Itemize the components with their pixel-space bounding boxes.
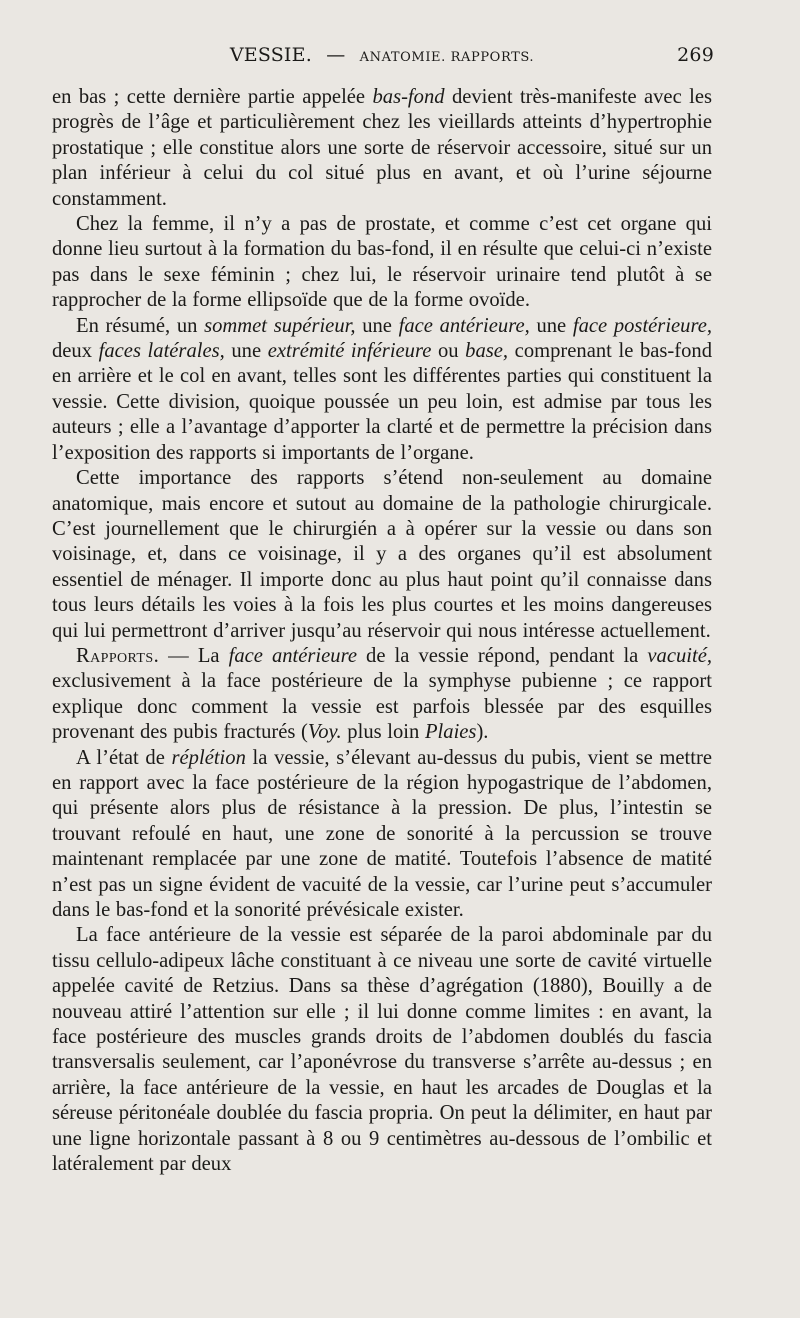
paragraph — [52, 314, 712, 466]
paragraph — [52, 212, 712, 314]
text-run: comprenant le bas-fond en arrière et le col en avant, telles sont les différentes parties qui constituent la vessie. Cette division, quoique poussée un peu loin, est admise par tous les auteurs ; elle a l’avantage d’apporter la clarté et de permettre la précision dans l’exposition des rapports si importants de l’organe. — [52, 340, 713, 464]
text-run: Cette importance des rapports s’étend non-seulement au domaine anatomique, mais encore et sutout au domaine de la pathologie chirurgicale. C’est journellement que le chirurgién a à opérer sur la vessie ou dans son voisinage, et, dans ce voisinage, il y a des organes qu’il est absolument essentiel de ménager. Il importe donc au plus haut point qu’il connaisse dans tous leurs détails les voies à la fois les plus courtes et les moins dangereuses qui lui permettront d’arriver jusqu’au réservoir qui nous intéresse actuellement. — [52, 467, 712, 642]
text-run: Chez la femme, il n’y a pas de prostate, et comme c’est cet organe qui donne lieu surtout à la formation du bas-fond, il en résulte que celui-ci n’existe pas dans le sexe féminin ; chez lui, le réservoir urinaire tend plutôt à se rapprocher de la forme ellipsoïde que de la forme ovoïde. — [52, 213, 712, 312]
running-head-title: VESSIE. — [229, 44, 312, 66]
text-run: devient très-manifeste avec les progrès de l’âge et particulièrement chez les vieillards atteints d’hypertrophie prostatique ; elle constitue alors une sorte de réservoir accessoire, situé sur un plan inférieur à celui du col situé plus en avant, et où l’urine séjourne constamment. — [52, 86, 712, 210]
italic-term: face antérieure — [228, 644, 357, 667]
section-heading: Rapports. — [76, 644, 160, 667]
text-run: — La — [159, 644, 229, 667]
italic-term: face postérieure, — [572, 314, 713, 337]
text-run: La face antérieure de la vessie est séparée de la paroi abdominale par du tissu cellulo-adipeux lâche constituant à ce niveau une sorte de cavité virtuelle appelée cavité de Retzius. Dans sa thèse d’agrégation (1880), Bouilly a de nouveau attiré l’attention sur elle ; il lui donne comme limites : en avant, la face postérieure des muscles grands droits de l’abdomen doublés du fascia transversalis seulement, car l’aponévrose du transverse s’arrête au-dessus ; en arrière, la face antérieure de la vessie, en haut les arcades de Douglas et la séreuse péritonéale doublée du fascia propria. On peut la délimiter, en haut par une ligne horizontale passant à 8 ou 9 centimètres au-dessous de l’ombilic et latéralement par deux — [52, 924, 712, 1176]
italic-term: bas-fond — [372, 86, 445, 108]
text-run: en bas ; cette dernière partie appelée — [52, 86, 373, 108]
running-head-separator: — — [326, 44, 346, 66]
italic-term: Plaies — [424, 721, 477, 744]
paragraph — [52, 923, 712, 1177]
paragraph — [52, 746, 712, 924]
text-run: ). — [476, 721, 489, 744]
paragraph — [52, 466, 712, 644]
italic-term: extrémité inférieure — [267, 340, 432, 363]
running-head-subtitle: ANATOMIE. RAPPORTS. — [359, 50, 535, 65]
text-run: plus loin — [341, 721, 425, 744]
italic-term: réplétion — [171, 746, 246, 769]
body-text — [52, 85, 712, 1177]
page-number: 269 — [677, 44, 714, 66]
text-run: une — [355, 314, 399, 337]
text-run: En résumé, un — [76, 314, 205, 337]
paragraph — [52, 644, 712, 746]
text-run: une — [224, 340, 268, 363]
text-run: A l’état de — [76, 746, 172, 769]
italic-term: Voy. — [307, 721, 342, 744]
italic-term: sommet supérieur, — [204, 314, 356, 337]
italic-term: face antérieure, — [398, 314, 530, 337]
text-run: deux — [52, 340, 99, 363]
text-run: exclusivement à la face postérieure de la symphyse pubienne ; ce rapport explique donc comment la vessie est parfois blessée par des esquilles provenant des pubis fracturés ( — [52, 670, 712, 744]
italic-term: faces latérales, — [98, 340, 225, 363]
paragraph — [52, 85, 712, 212]
text-run: la vessie, s’élevant au-dessus du pubis, vient se mettre en rapport avec la face postérieure de la région hypogastrique de l’abdomen, qui présente alors plus de résistance à la pression. De plus, l’intestin se trouvant refoulé en haut, une zone de sonorité à la percussion se trouve maintenant remplacée par une zone de matité. Toutefois l’absence de matité n’est pas un signe évident de vacuité de la vessie, car l’urine peut s’accumuler dans le bas-fond et la sonorité prévésicale exister. — [52, 746, 712, 921]
italic-term: base, — [465, 340, 509, 363]
text-run: de la vessie répond, pendant la — [356, 644, 648, 667]
running-head — [52, 44, 712, 78]
italic-term: vacuité, — [647, 644, 712, 667]
text-run: ou — [431, 340, 466, 363]
text-run: une — [529, 314, 573, 337]
